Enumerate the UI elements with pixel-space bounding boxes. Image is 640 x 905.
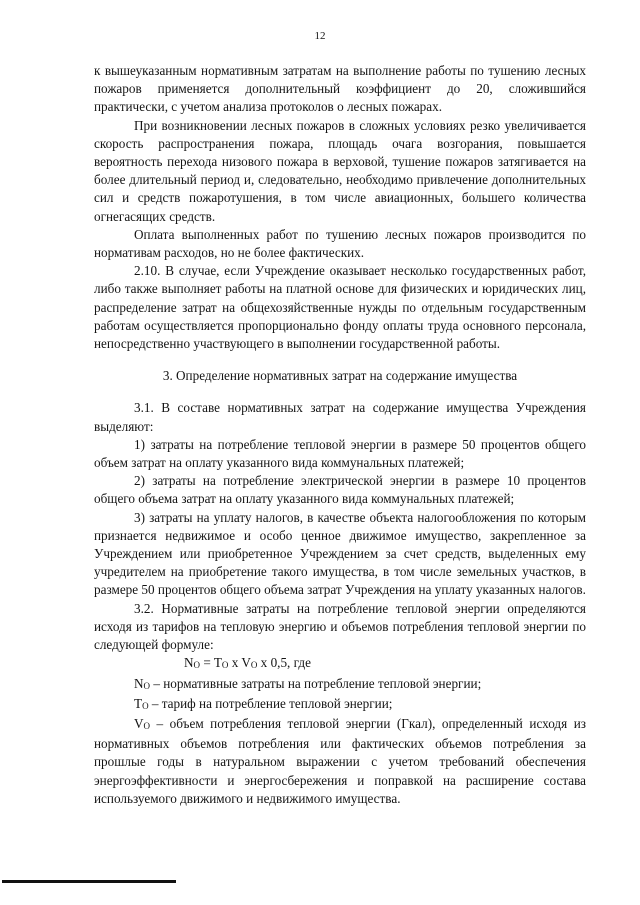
document-body (94, 62, 586, 808)
section-heading: 3. Определение нормативных затрат на содержание имущества (162, 368, 518, 384)
paragraph: При возникновении лесных пожаров в сложных условиях резко увеличивается скорость распространения пожара, площадь очага возгорания, повышается вероятность перехода низового пожара в верховой, тушение пожаров затягивается на более длительный период и, следовательно, необходимо привлечение дополнительных сил и средств пожаротушения, в том числе авиационных, большего количества огнегасящих средств. (94, 117, 586, 224)
paragraph: к вышеуказанным нормативным затратам на выполнение работы по тушению лесных пожаров применяется дополнительный коэффициент до 20, сложившийся практически, с учетом анализа протоколов о лесных пожарах. (94, 63, 586, 115)
paragraph: 3.1. В составе нормативных затрат на содержание имущества Учреждения выделяют: (94, 400, 586, 434)
page-number: 12 (314, 30, 326, 42)
definition-v: VO – объем потребления тепловой энергии (Гкал), определенный исходя из нормативных объемов потребления или фактических объемов потребления за прошлые годы в натуральном выражении с учетом требований обеспечения энергоэффективности и энергосбережения и поправкой на расширение состава используемого движимого и недвижимого имущества. (94, 715, 586, 806)
paragraph: 2.10. В случае, если Учреждение оказывает несколько государственных работ, либо также выполняет работы на платной основе для физических и юридических лиц, распределение затрат на общехозяйственные нужды по отдельным государственным работам осуществляется пропорционально фонду оплаты труда основного персонала, непосредственно участвующего в выполнении государственной работы. (94, 263, 586, 352)
definition-n: NO – нормативные затраты на потребление тепловой энергии; (134, 675, 482, 691)
definition-t: TO – тариф на потребление тепловой энергии; (134, 695, 393, 711)
paragraph: 3.2. Нормативные затраты на потребление тепловой энергии определяются исходя из тарифов на тепловую энергию и объемов потребления тепловой энергии по следующей формуле: (94, 600, 586, 653)
paragraph: Оплата выполненных работ по тушению лесных пожаров производится по нормативам расходов, но не более фактических. (94, 226, 586, 261)
list-item: 3) затраты на уплату налогов, в качестве объекта налогообложения по которым признается недвижимое и особо ценное движимое имущество, закрепленное за Учреждением или приобретенное Учреждением за счет средств, выделенных ему учредителем на приобретение такого имущества, в том числе земельных участков, в размере 50 процентов общего объема затрат Учреждения на уплату указанных налогов. (94, 509, 586, 598)
formula: NO = TO x VO x 0,5, где (184, 655, 311, 671)
list-item: 1) затраты на потребление тепловой энергии в размере 50 процентов общего объем затрат на оплату указанного вида коммунальных платежей; (94, 436, 586, 471)
footnote-rule (2, 880, 176, 883)
list-item: 2) затраты на потребление электрической энергии в размере 10 процентов общего объема затрат на оплату указанного вида коммунальных платежей; (94, 473, 586, 507)
